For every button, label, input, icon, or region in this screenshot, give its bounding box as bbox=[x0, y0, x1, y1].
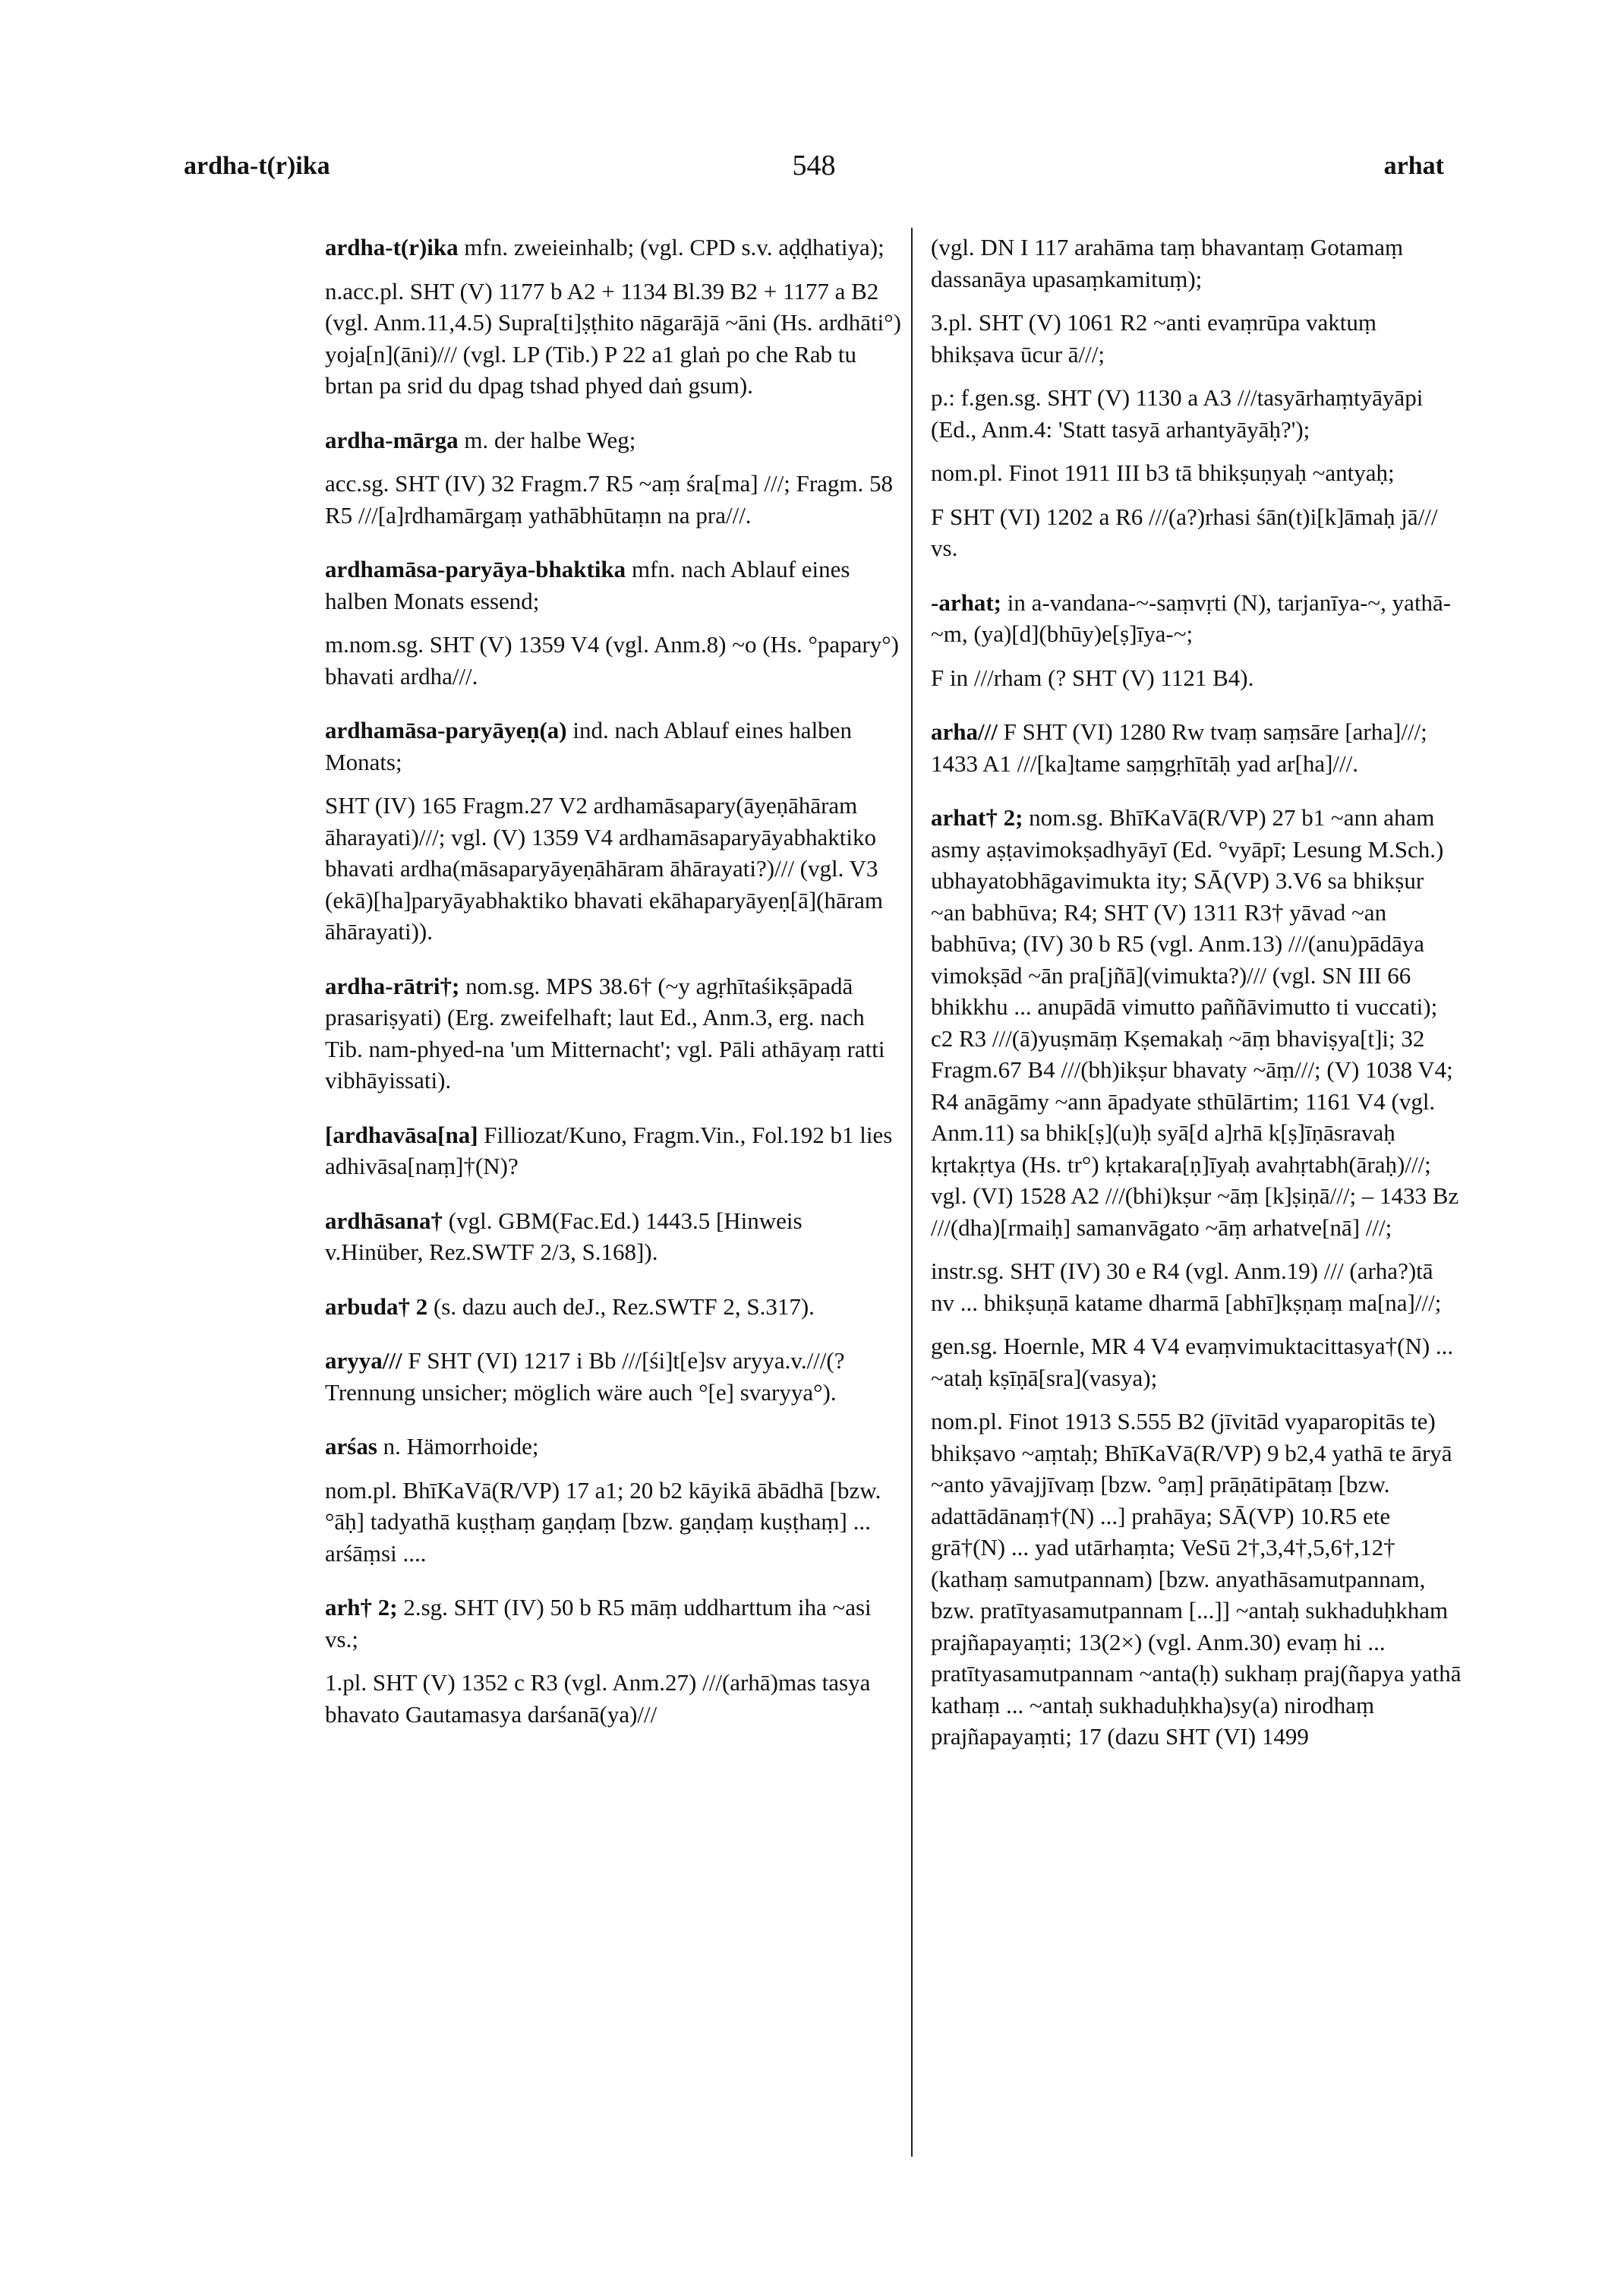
entry-headword: arhat† 2; bbox=[931, 804, 1023, 831]
entry-line bbox=[325, 1475, 903, 1570]
entry-text: gen.sg. Hoernle, MR 4 V4 evaṃvimuktacittasya†(N) ... ~ataḥ kṣīṇā[sra](vasya); bbox=[931, 1333, 1454, 1391]
entry-text: ind. nach Ablauf eines halben Monats; bbox=[325, 717, 852, 775]
entry-headword: arśas bbox=[325, 1433, 377, 1460]
entry-text: 3.pl. SHT (V) 1061 R2 ~anti evaṃrūpa vaktuṃ bhikṣava ūcur ā///; bbox=[931, 309, 1377, 368]
entry-text: SHT (IV) 165 Fragm.27 V2 ardhamāsapary(āyeṇāhāram āharayati)///; vgl. (V) 1359 V4 ardhamāsaparyāyabhaktiko bhavati ardha(māsaparyāyeṇāhāram āhārayati?)/// (vgl. V3 (ekā)[ha]paryāyabhaktiko bhavati ekāhaparyāyeṇ[ā](hāram āhārayati)). bbox=[325, 792, 883, 945]
entry-line bbox=[325, 468, 903, 531]
header-left-headword: ardha-t(r)ika bbox=[184, 152, 330, 180]
entry-text: (vgl. DN I 117 arahāma taṃ bhavantaṃ Gotamaṃ dassanāya upasaṃkamituṃ); bbox=[931, 234, 1404, 292]
entry-line bbox=[325, 232, 903, 264]
entry-line bbox=[325, 970, 903, 1097]
dictionary-entry bbox=[325, 1592, 903, 1730]
header-right-headword: arhat bbox=[1383, 152, 1444, 180]
entry-line bbox=[931, 1330, 1462, 1393]
entry-text: nom.pl. BhīKaVā(R/VP) 17 a1; 20 b2 kāyikā ābādhā [bzw. °āḥ] tadyathā kuṣṭhaṃ gaṇḍaṃ [bzw. gaṇḍaṃ kuṣṭhaṃ] ... arśāṃsi .... bbox=[325, 1476, 881, 1567]
entry-line bbox=[325, 629, 903, 692]
entry-headword: [ardhavāsa[na] bbox=[325, 1121, 478, 1148]
entry-line bbox=[325, 715, 903, 778]
entry-text: F SHT (VI) 1217 i Bb ///[śi]t[e]sv aryya.v.///(? Trennung unsicher; möglich wäre auch °[e] svaryya°). bbox=[325, 1347, 845, 1406]
entry-line bbox=[325, 276, 903, 402]
entry-line bbox=[325, 1205, 903, 1268]
entry-text: in a-vandana-~-saṃvṛti (N), tarjanīya-~, yathā-~m, (ya)[d](bhūy)e[ṣ]īya-~; bbox=[931, 589, 1452, 647]
dictionary-entry bbox=[931, 716, 1462, 779]
entry-text: n. Hämorrhoide; bbox=[383, 1433, 539, 1460]
dictionary-entry bbox=[325, 1291, 903, 1323]
entry-line bbox=[931, 382, 1462, 445]
entry-headword: ardha-rātri†; bbox=[325, 972, 460, 999]
entry-headword: ardha-mārga bbox=[325, 426, 459, 453]
entry-headword: arha/// bbox=[931, 718, 998, 745]
entry-line bbox=[325, 554, 903, 617]
entry-line bbox=[325, 1119, 903, 1182]
dictionary-entry bbox=[325, 554, 903, 692]
entry-text: nom.sg. BhīKaVā(R/VP) 27 b1 ~ann aham asmy aṣṭavimokṣadhyāyī (Ed. °vyāpī; Lesung M.Sch.) ubhayatobhāgavimukta ity; SĀ(VP) 3.V6 sa bhikṣur ~an babhūva; R4; SHT (V) 1311 R3† yāvad ~an babhūva; (IV) 30 b R5 (vgl. Anm.13) ///(anu)pādāya vimokṣād ~ān pra[jñā](vimukta?)/// (vgl. SN III 66 bhikkhu ... anupādā vimutto paññāvimutto ti vuccati); c2 R3 ///(ā)yuṣmāṃ Kṣemakaḥ ~āṃ bhaviṣya[t]i; 32 Fragm.67 B4 ///(bh)ikṣur bhavaty ~āṃ///; (V) 1038 V4; R4 anāgāmy ~ann āpadyate sthūlārtim; 1161 V4 (vgl. Anm.11) sa bhik[ṣ](u)ḥ syā[d a]rhā k[ṣ]īṇāsravaḥ kṛtakṛtya (Hs. tr°) kṛtakara[ṇ]īyaḥ avahṛtabh(āraḥ)///; vgl. (VI) 1528 A2 ///(bhi)kṣur ~āṃ [k]ṣiṇā///; – 1433 Bz ///(dha)[rmaiḥ] samanvāgato ~āṃ arhatve[nā] ///; bbox=[931, 804, 1459, 1241]
entry-line bbox=[325, 1291, 903, 1323]
entry-text: F in ///rham (? SHT (V) 1121 B4). bbox=[931, 664, 1254, 691]
entry-headword: -arhat; bbox=[931, 589, 1001, 616]
entry-headword: ardha-t(r)ika bbox=[325, 234, 459, 260]
dictionary-entry bbox=[325, 715, 903, 948]
entry-text: nom.pl. Finot 1913 S.555 B2 (jīvitād vyaparopitās te) bhikṣavo ~aṃtaḥ; BhīKaVā(R/VP) 9 b2,4 yathā te āryā ~anto yāvajjīvaṃ [bzw. °aṃ] prāṇātipātaṃ [bzw. adattādānaṃ†(N) ...] prahāya; SĀ(VP) 10.R5 ete grā†(N) ... yad utārhaṃta; VeSū 2†,3,4†,5,6†,12† (kathaṃ samutpannam) [bzw. anyathāsamutpannam, bzw. pratītyasamutpannam [...]] ~antaḥ sukhaduḥkham prajñapayaṃti; 13(2×) (vgl. Anm.30) evaṃ hi ... pratītyasamutpannam ~anta(ḥ) sukhaṃ praj(ñapya yathā kathaṃ ... ~antaḥ sukhaduḥkha)sy(a) nirodhaṃ prajñapayaṃti; 17 (dazu SHT (VI) 1499 bbox=[931, 1408, 1462, 1750]
entry-text: (s. dazu auch deJ., Rez.SWTF 2, S.317). bbox=[433, 1292, 815, 1320]
entry-line bbox=[931, 662, 1462, 694]
entry-text: p.: f.gen.sg. SHT (V) 1130 a A3 ///tasyārhaṃtyāyāpi (Ed., Anm.4: 'Statt tasyā arhantyāyāḥ?'); bbox=[931, 384, 1424, 443]
dictionary-entry bbox=[325, 1119, 903, 1182]
entry-text: F SHT (VI) 1202 a R6 ///(a?)rhasi śān(t)i[k]āmaḥ jā/// vs. bbox=[931, 503, 1438, 561]
entry-line bbox=[931, 587, 1462, 650]
entry-line bbox=[325, 1345, 903, 1408]
entry-text: Filliozat/Kuno, Fragm.Vin., Fol.192 b1 lies adhivāsa[naṃ]†(N)? bbox=[325, 1121, 893, 1179]
entry-text: nom.pl. Finot 1911 III b3 tā bhikṣuṇyaḥ ~antyaḥ; bbox=[931, 459, 1395, 486]
entry-line bbox=[325, 790, 903, 948]
entry-text: mfn. nach Ablauf eines halben Monats essend; bbox=[325, 556, 850, 614]
entry-text: n.acc.pl. SHT (V) 1177 b A2 + 1134 Bl.39 B2 + 1177 a B2 (vgl. Anm.11,4.5) Supra[ti]ṣṭhito nāgarājā ~āni (Hs. ardhāti°) yoja[n](āni)/// (vgl. LP (Tib.) P 22 a1 glaṅ po che Rab tu brtan pa srid du dpag tshad phyed daṅ gsum). bbox=[325, 277, 901, 399]
dictionary-entry bbox=[325, 1431, 903, 1569]
entry-line bbox=[325, 1667, 903, 1730]
entry-headword: ardhamāsa-paryāya-bhaktika bbox=[325, 556, 626, 582]
column-divider bbox=[911, 228, 913, 2157]
entry-line bbox=[931, 457, 1462, 489]
entry-text: F SHT (VI) 1280 Rw tvaṃ saṃsāre [arha]///; 1433 A1 ///[ka]tame saṃgṛhītāḥ yad ar[ha]///. bbox=[931, 718, 1427, 777]
dictionary-entry bbox=[325, 1205, 903, 1268]
entry-text: m. der halbe Weg; bbox=[464, 426, 636, 453]
dictionary-entry bbox=[325, 1345, 903, 1408]
entry-line bbox=[325, 424, 903, 456]
entry-line bbox=[931, 232, 1462, 295]
entry-text: acc.sg. SHT (IV) 32 Fragm.7 R5 ~aṃ śra[ma] ///; Fragm. 58 R5 ///[a]rdhamārgaṃ yathābhūtaṃn na pra///. bbox=[325, 470, 894, 529]
entry-headword: ardhāsana† bbox=[325, 1207, 443, 1234]
left-column bbox=[325, 232, 903, 1753]
running-header bbox=[184, 152, 1444, 197]
entry-line bbox=[931, 802, 1462, 1243]
entry-line bbox=[325, 1431, 903, 1463]
dictionary-entry bbox=[931, 232, 1462, 564]
entry-text: mfn. zweieinhalb; (vgl. CPD s.v. aḍḍhatiya); bbox=[464, 234, 885, 260]
entry-line bbox=[931, 716, 1462, 779]
entry-headword: aryya/// bbox=[325, 1347, 402, 1374]
page-number: 548 bbox=[792, 150, 836, 181]
entry-line bbox=[931, 501, 1462, 564]
entry-line bbox=[931, 1255, 1462, 1318]
entry-text: instr.sg. SHT (IV) 30 e R4 (vgl. Anm.19) /// (arha?)tā nv ... bhikṣuṇā katame dharmā [abhī]kṣṇaṃ ma[na]///; bbox=[931, 1258, 1442, 1316]
entry-headword: arbuda† 2 bbox=[325, 1292, 428, 1320]
dictionary-entry bbox=[931, 802, 1462, 1753]
entry-text: 1.pl. SHT (V) 1352 c R3 (vgl. Anm.27) ///(arhā)mas tasya bhavato Gautamasya darśanā(ya)/// bbox=[325, 1669, 871, 1728]
entry-line bbox=[325, 1592, 903, 1655]
entry-headword: arh† 2; bbox=[325, 1594, 398, 1621]
entry-line bbox=[931, 1406, 1462, 1753]
entry-text: m.nom.sg. SHT (V) 1359 V4 (vgl. Anm.8) ~o (Hs. °papary°) bhavati ardha///. bbox=[325, 631, 899, 690]
entry-text: (vgl. GBM(Fac.Ed.) 1443.5 [Hinweis v.Hinüber, Rez.SWTF 2/3, S.168]). bbox=[325, 1207, 803, 1265]
dictionary-entry bbox=[931, 587, 1462, 694]
entry-text: nom.sg. MPS 38.6† (~y agṛhītaśikṣāpadā prasariṣyati) (Erg. zweifelhaft; laut Ed., Anm.3, erg. nach Tib. nam-phyed-na 'um Mitternacht'; vgl. Pāli athāyaṃ ratti vibhāyissati). bbox=[325, 972, 885, 1094]
entry-line bbox=[931, 307, 1462, 370]
dictionary-entry bbox=[325, 232, 903, 402]
entry-headword: ardhamāsa-paryāyeṇ(a) bbox=[325, 717, 567, 743]
dictionary-entry bbox=[325, 424, 903, 532]
dictionary-entry bbox=[325, 970, 903, 1097]
entry-text: 2.sg. SHT (IV) 50 b R5 māṃ uddharttum iha ~asi vs.; bbox=[325, 1594, 872, 1652]
right-column bbox=[920, 232, 1462, 1775]
